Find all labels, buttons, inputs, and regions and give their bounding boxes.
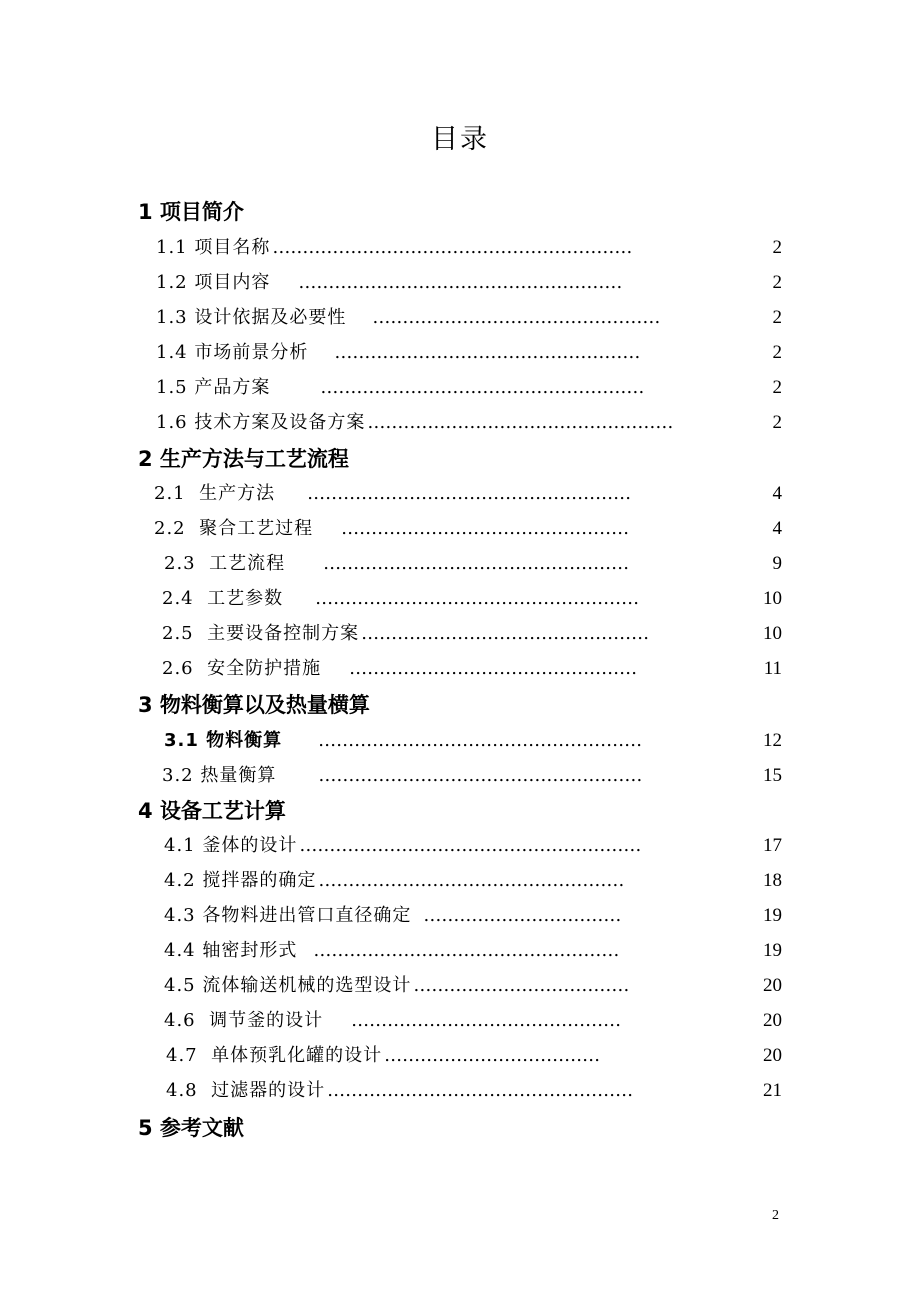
toc-entry-leader: ……………………………………………… xyxy=(315,588,640,609)
toc-entry[interactable] xyxy=(166,1076,782,1106)
toc-entry-label: 2.3 工艺流程 xyxy=(164,553,286,574)
toc-entry[interactable] xyxy=(164,549,782,579)
toc-entry[interactable] xyxy=(164,831,782,861)
toc-section-heading: 2 生产方法与工艺流程 xyxy=(138,447,349,471)
toc-entry[interactable] xyxy=(162,584,782,614)
toc-entry-page-number: 21 xyxy=(763,1080,782,1101)
toc-entry-leader: …………………………………………… xyxy=(313,940,620,961)
toc-entry-page-number: 10 xyxy=(763,588,782,609)
toc-entry-leader: …………………………………………… xyxy=(327,1080,634,1101)
toc-entry[interactable] xyxy=(164,936,782,966)
toc-section-heading: 1 项目简介 xyxy=(138,200,244,224)
toc-entry[interactable] xyxy=(162,654,782,684)
toc-entry-page-number: 2 xyxy=(772,237,782,258)
toc-entry-leader: …………………………………………………… xyxy=(272,237,633,258)
page-title: 目录 xyxy=(431,124,489,155)
toc-entry[interactable] xyxy=(156,303,782,333)
toc-entry[interactable] xyxy=(156,233,782,263)
page-number: 2 xyxy=(772,1208,779,1223)
toc-entry[interactable] xyxy=(156,408,782,438)
toc-entry[interactable] xyxy=(156,373,782,403)
toc-entry-label: 4.1 釜体的设计 xyxy=(164,835,298,856)
toc-entry-leader: …………………………………………… xyxy=(334,342,641,363)
toc-entry-page-number: 2 xyxy=(772,272,782,293)
toc-entry-leader: ………………………………………… xyxy=(361,623,650,644)
toc-entry-page-number: 4 xyxy=(772,518,782,539)
toc-entry-page-number: 18 xyxy=(763,870,782,891)
toc-entry-label: 4.2 搅拌器的确定 xyxy=(164,870,317,891)
toc-entry-leader: …………………………… xyxy=(423,905,622,926)
toc-entry[interactable] xyxy=(164,866,782,896)
toc-entry-label: 3.1 物料衡算 xyxy=(164,730,283,751)
toc-entry-leader: …………………………………………… xyxy=(323,553,630,574)
toc-entry-leader: ……………………………………………… xyxy=(318,730,643,751)
toc-entry-page-number: 19 xyxy=(763,905,782,926)
toc-entry[interactable] xyxy=(164,971,782,1001)
toc-entry-page-number: 19 xyxy=(763,940,782,961)
toc-entry-page-number: 2 xyxy=(772,307,782,328)
toc-entry[interactable] xyxy=(164,726,782,756)
toc-entry[interactable] xyxy=(154,479,782,509)
toc-section-heading: 4 设备工艺计算 xyxy=(138,799,286,823)
toc-entry-label: 1.3 设计依据及必要性 xyxy=(156,307,347,328)
toc-entry-label: 4.4 轴密封形式 xyxy=(164,940,298,961)
toc-entry-leader: ……………………………………………… xyxy=(318,765,643,786)
toc-entry-leader: …………………………………………… xyxy=(367,412,674,433)
toc-entry-label: 1.4 市场前景分析 xyxy=(156,342,309,363)
toc-section-heading: 3 物料衡算以及热量横算 xyxy=(138,693,370,717)
toc-entry-leader: ……………………………… xyxy=(384,1045,601,1066)
toc-entry-page-number: 12 xyxy=(763,730,782,751)
toc-entry[interactable] xyxy=(164,1006,782,1036)
toc-entry-leader: ………………………………………… xyxy=(341,518,630,539)
toc-entry-label: 4.7 单体预乳化罐的设计 xyxy=(166,1045,383,1066)
toc-entry-leader: ………………………………………… xyxy=(349,658,638,679)
toc-entry-leader: ……………………………………… xyxy=(351,1010,622,1031)
toc-entry-label: 2.4 工艺参数 xyxy=(162,588,284,609)
toc-entry-leader: …………………………………………… xyxy=(318,870,625,891)
toc-entry[interactable] xyxy=(164,901,782,931)
toc-entry[interactable] xyxy=(156,338,782,368)
toc-entry-label: 2.2 聚合工艺过程 xyxy=(154,518,314,539)
toc-entry-page-number: 9 xyxy=(772,553,782,574)
toc-entry-label: 3.2 热量衡算 xyxy=(162,765,277,786)
toc-entry-page-number: 20 xyxy=(763,1010,782,1031)
toc-entry-label: 2.5 主要设备控制方案 xyxy=(162,623,360,644)
toc-entry-label: 4.3 各物料进出管口直径确定 xyxy=(164,905,412,926)
toc-entry[interactable] xyxy=(156,268,782,298)
toc-entry-page-number: 11 xyxy=(763,658,782,679)
toc-entry-page-number: 2 xyxy=(772,377,782,398)
toc-entry-page-number: 2 xyxy=(772,342,782,363)
toc-entry[interactable] xyxy=(162,761,782,791)
toc-entry-label: 2.6 安全防护措施 xyxy=(162,658,322,679)
toc-entry-label: 1.5 产品方案 xyxy=(156,377,271,398)
toc-entry-leader: ………………………………………………… xyxy=(299,835,642,856)
toc-entry-leader: ……………………………………………… xyxy=(307,483,632,504)
toc-entry[interactable] xyxy=(162,619,782,649)
toc-entry-label: 1.6 技术方案及设备方案 xyxy=(156,412,366,433)
toc-entry-label: 4.5 流体输送机械的选型设计 xyxy=(164,975,412,996)
toc-entry-leader: ………………………………………… xyxy=(372,307,661,328)
toc-entry-page-number: 15 xyxy=(763,765,782,786)
toc-entry-label: 1.2 项目内容 xyxy=(156,272,271,293)
toc-entry-label: 1.1 项目名称 xyxy=(156,237,271,258)
toc-entry-label: 4.8 过滤器的设计 xyxy=(166,1080,326,1101)
toc-entry-page-number: 17 xyxy=(763,835,782,856)
toc-section-heading: 5 参考文献 xyxy=(138,1116,244,1140)
toc-entry-label: 2.1 生产方法 xyxy=(154,483,276,504)
toc-entry-leader: ……………………………………………… xyxy=(298,272,623,293)
toc-entry-label: 4.6 调节釜的设计 xyxy=(164,1010,324,1031)
toc-entry-page-number: 20 xyxy=(763,1045,782,1066)
toc-entry[interactable] xyxy=(166,1041,782,1071)
toc-entry-page-number: 4 xyxy=(772,483,782,504)
toc-entry-leader: ……………………………………………… xyxy=(320,377,645,398)
toc-entry-page-number: 10 xyxy=(763,623,782,644)
toc-entry[interactable] xyxy=(154,514,782,544)
toc-entry-page-number: 20 xyxy=(763,975,782,996)
toc-entry-page-number: 2 xyxy=(772,412,782,433)
toc-entry-leader: ……………………………… xyxy=(413,975,630,996)
